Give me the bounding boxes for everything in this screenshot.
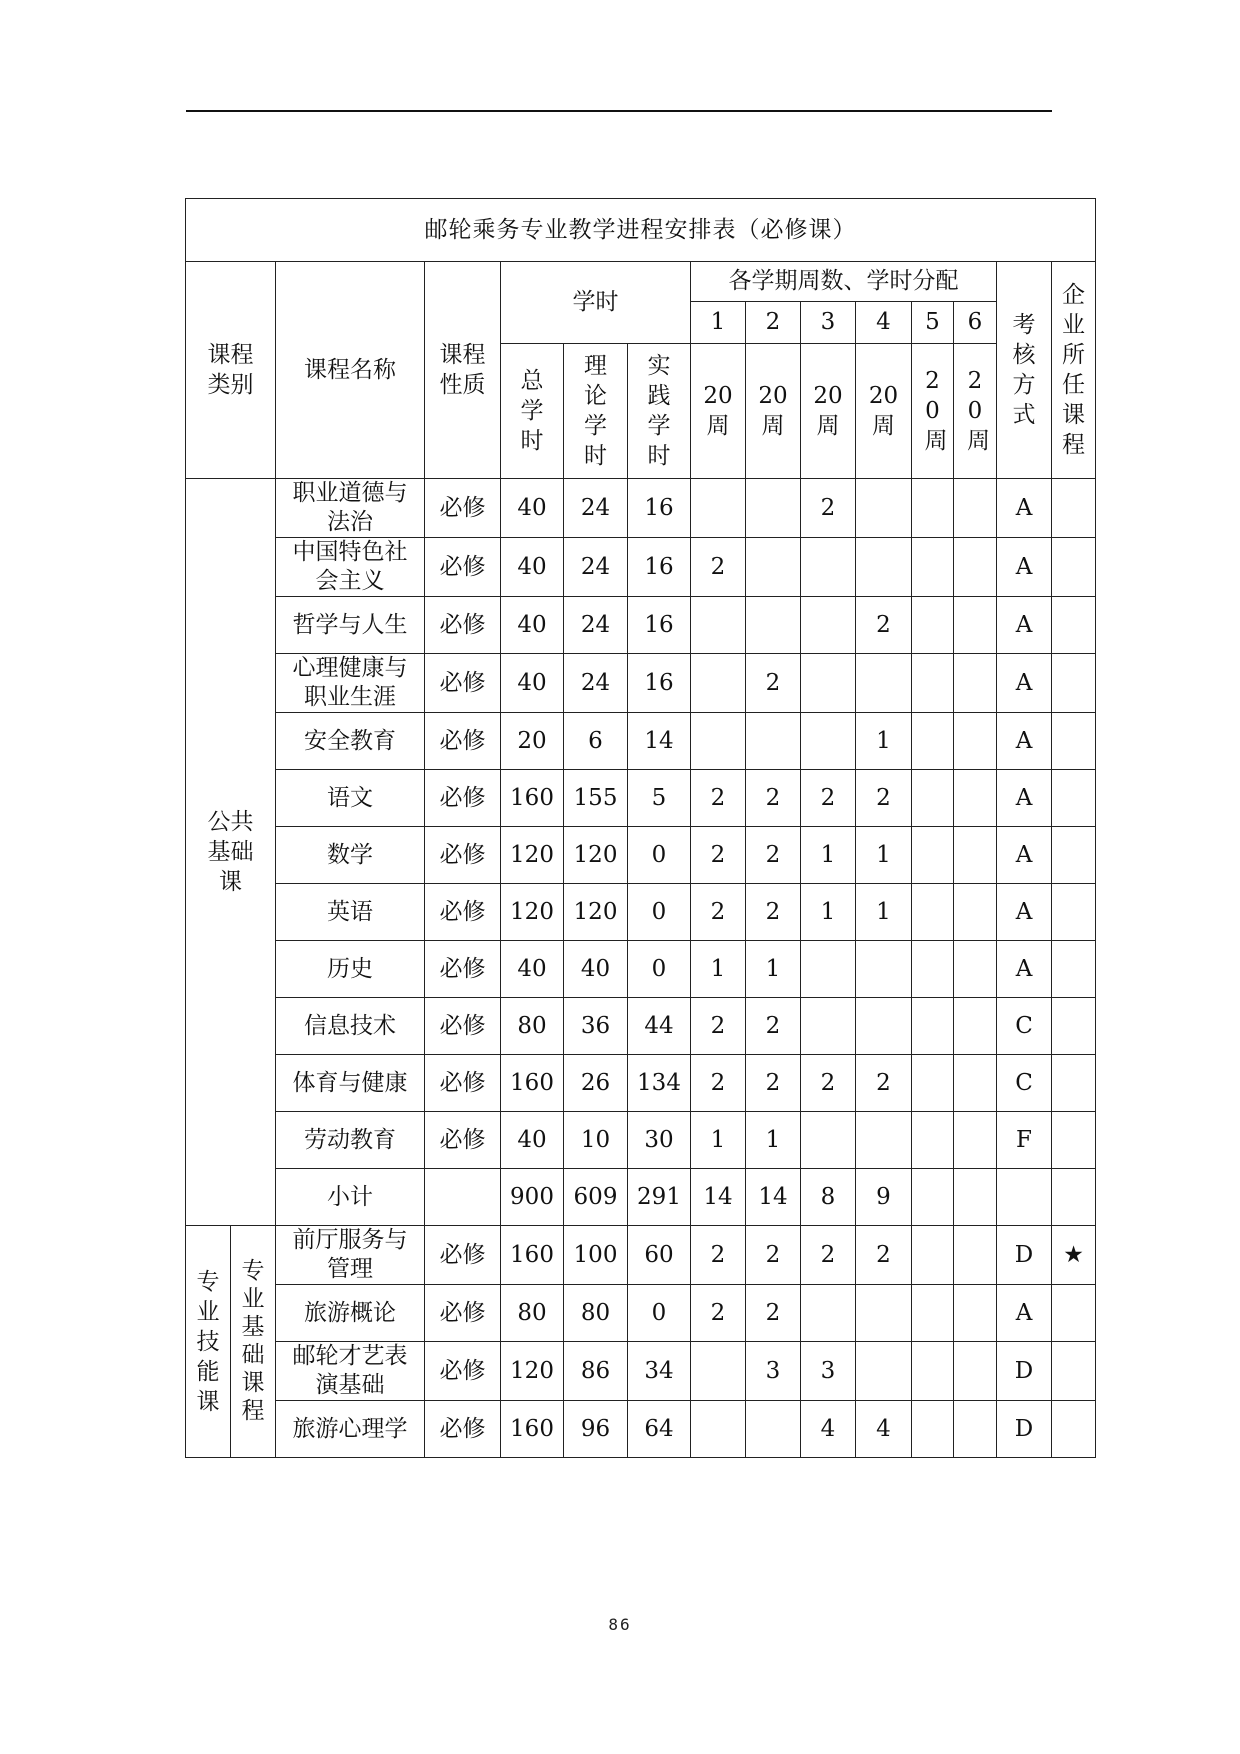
semester-5-hours: [912, 827, 954, 884]
header-semester-1: 1: [691, 302, 746, 344]
semester-4-hours: 2: [856, 1055, 912, 1112]
semester-6-hours: [954, 884, 997, 941]
semester-6-hours: [954, 1285, 997, 1342]
course-name: 旅游心理学: [276, 1401, 425, 1458]
course-name: 安全教育: [276, 713, 425, 770]
header-course-nature: 课程性质: [425, 262, 501, 479]
semester-5-hours: [912, 597, 954, 654]
exam-method: [997, 1169, 1052, 1226]
theory-hours: 6: [564, 713, 628, 770]
semester-5-hours: [912, 1226, 954, 1285]
enterprise-mark: [1052, 998, 1096, 1055]
total-hours: 40: [501, 1112, 564, 1169]
category-public: 公共基础课: [186, 479, 276, 1226]
header-weeks-4: [856, 344, 912, 479]
enterprise-mark: [1052, 1342, 1096, 1401]
semester-6-hours: [954, 941, 997, 998]
course-nature: 必修: [425, 998, 501, 1055]
course-nature: 必修: [425, 479, 501, 538]
header-theory-hours: 理论学时: [564, 344, 628, 479]
theory-hours: 80: [564, 1285, 628, 1342]
semester-3-hours: [801, 654, 856, 713]
course-name: 英语: [276, 884, 425, 941]
exam-method: A: [997, 827, 1052, 884]
exam-method: A: [997, 654, 1052, 713]
total-hours: 160: [501, 1055, 564, 1112]
table-row: [186, 1055, 1096, 1112]
exam-method: C: [997, 998, 1052, 1055]
enterprise-mark: [1052, 884, 1096, 941]
course-nature: 必修: [425, 1055, 501, 1112]
header-semester-6: 6: [954, 302, 997, 344]
exam-method: A: [997, 538, 1052, 597]
header-semester-group: 各学期周数、学时分配: [691, 262, 997, 302]
theory-hours: 40: [564, 941, 628, 998]
semester-1-hours: [691, 1401, 746, 1458]
table-row: [186, 1342, 1096, 1401]
theory-hours: 24: [564, 479, 628, 538]
semester-3-hours: [801, 941, 856, 998]
semester-4-hours: [856, 998, 912, 1055]
theory-hours: 100: [564, 1226, 628, 1285]
exam-method: A: [997, 713, 1052, 770]
semester-5-hours: [912, 770, 954, 827]
practice-hours: 5: [628, 770, 691, 827]
semester-3-hours: [801, 1285, 856, 1342]
semester-3-hours: 4: [801, 1401, 856, 1458]
course-nature: 必修: [425, 941, 501, 998]
course-nature: [425, 1169, 501, 1226]
category-professional-foundation: 专业基础课程: [231, 1226, 276, 1458]
semester-1-hours: 1: [691, 941, 746, 998]
course-name: 职业道德与法治: [276, 479, 425, 538]
header-rule: [186, 110, 1052, 112]
header-category: 课程类别: [186, 262, 276, 479]
semester-6-hours: [954, 1342, 997, 1401]
table-row: [186, 827, 1096, 884]
theory-hours: 36: [564, 998, 628, 1055]
practice-hours: 30: [628, 1112, 691, 1169]
course-nature: 必修: [425, 538, 501, 597]
total-hours: 120: [501, 884, 564, 941]
enterprise-mark: [1052, 941, 1096, 998]
practice-hours: 0: [628, 941, 691, 998]
exam-method: A: [997, 941, 1052, 998]
semester-4-hours: [856, 1285, 912, 1342]
semester-2-hours: [746, 597, 801, 654]
enterprise-mark: [1052, 1401, 1096, 1458]
weeks-label: 20周: [758, 383, 788, 439]
semester-4-hours: 2: [856, 770, 912, 827]
enterprise-mark: [1052, 1169, 1096, 1226]
semester-5-hours: [912, 998, 954, 1055]
exam-method: D: [997, 1342, 1052, 1401]
enterprise-mark: [1052, 770, 1096, 827]
practice-hours: 64: [628, 1401, 691, 1458]
exam-method: A: [997, 1285, 1052, 1342]
course-name: 旅游概论: [276, 1285, 425, 1342]
semester-6-hours: [954, 1169, 997, 1226]
weeks-label: 20周: [868, 383, 899, 439]
table-title: 邮轮乘务专业教学进程安排表（必修课）: [186, 199, 1096, 262]
enterprise-mark: [1052, 597, 1096, 654]
header-practice-hours: 实践学时: [628, 344, 691, 479]
semester-1-hours: 2: [691, 1285, 746, 1342]
enterprise-mark: [1052, 479, 1096, 538]
theory-hours: 26: [564, 1055, 628, 1112]
semester-1-hours: [691, 597, 746, 654]
table-row: [186, 479, 1096, 538]
course-nature: 必修: [425, 770, 501, 827]
table-row: [186, 770, 1096, 827]
schedule-table-container: [185, 198, 1096, 1458]
practice-hours: 0: [628, 1285, 691, 1342]
category-professional: 专业技能课: [186, 1226, 231, 1458]
semester-6-hours: [954, 713, 997, 770]
enterprise-mark: [1052, 827, 1096, 884]
semester-2-hours: 2: [746, 1285, 801, 1342]
exam-method: D: [997, 1401, 1052, 1458]
semester-2-hours: 2: [746, 884, 801, 941]
enterprise-mark: [1052, 1055, 1096, 1112]
total-hours: 40: [501, 597, 564, 654]
semester-3-hours: [801, 597, 856, 654]
total-hours: 160: [501, 1401, 564, 1458]
total-hours: 40: [501, 538, 564, 597]
semester-6-hours: [954, 827, 997, 884]
table-row: [186, 1226, 1096, 1285]
semester-3-hours: 8: [801, 1169, 856, 1226]
semester-2-hours: 2: [746, 998, 801, 1055]
semester-6-hours: [954, 479, 997, 538]
course-name: 哲学与人生: [276, 597, 425, 654]
semester-4-hours: 2: [856, 1226, 912, 1285]
semester-5-hours: [912, 713, 954, 770]
semester-4-hours: 1: [856, 713, 912, 770]
total-hours: 160: [501, 770, 564, 827]
course-nature: 必修: [425, 827, 501, 884]
semester-1-hours: 2: [691, 538, 746, 597]
header-weeks-3: [801, 344, 856, 479]
semester-4-hours: [856, 538, 912, 597]
page-number: 86: [608, 1615, 632, 1634]
table-row: [186, 597, 1096, 654]
semester-5-hours: [912, 1169, 954, 1226]
semester-4-hours: 4: [856, 1401, 912, 1458]
semester-4-hours: [856, 654, 912, 713]
semester-5-hours: [912, 884, 954, 941]
semester-6-hours: [954, 1112, 997, 1169]
semester-4-hours: 9: [856, 1169, 912, 1226]
semester-4-hours: [856, 1342, 912, 1401]
course-name: 语文: [276, 770, 425, 827]
table-row: [186, 713, 1096, 770]
header-course-name: 课程名称: [276, 262, 425, 479]
practice-hours: 16: [628, 654, 691, 713]
theory-hours: 120: [564, 827, 628, 884]
theory-hours: 24: [564, 538, 628, 597]
semester-2-hours: 1: [746, 941, 801, 998]
course-nature: 必修: [425, 713, 501, 770]
enterprise-mark: [1052, 1285, 1096, 1342]
semester-5-hours: [912, 654, 954, 713]
semester-3-hours: [801, 1112, 856, 1169]
course-nature: 必修: [425, 1226, 501, 1285]
header-weeks-2: [746, 344, 801, 479]
theory-hours: 155: [564, 770, 628, 827]
header-hours: 学时: [501, 262, 691, 344]
semester-2-hours: [746, 479, 801, 538]
table-row: [186, 654, 1096, 713]
course-nature: 必修: [425, 1112, 501, 1169]
header-weeks-5: [912, 344, 954, 479]
header-semester-4: 4: [856, 302, 912, 344]
theory-hours: 609: [564, 1169, 628, 1226]
enterprise-mark: [1052, 538, 1096, 597]
practice-hours: 16: [628, 597, 691, 654]
enterprise-mark: [1052, 713, 1096, 770]
enterprise-mark: [1052, 654, 1096, 713]
semester-2-hours: 14: [746, 1169, 801, 1226]
practice-hours: 291: [628, 1169, 691, 1226]
total-hours: 40: [501, 941, 564, 998]
semester-3-hours: 3: [801, 1342, 856, 1401]
semester-2-hours: 2: [746, 1226, 801, 1285]
semester-4-hours: [856, 1112, 912, 1169]
semester-1-hours: 2: [691, 884, 746, 941]
header-semester-3: 3: [801, 302, 856, 344]
exam-method: F: [997, 1112, 1052, 1169]
enterprise-mark: [1052, 1112, 1096, 1169]
semester-6-hours: [954, 998, 997, 1055]
course-name: 数学: [276, 827, 425, 884]
theory-hours: 86: [564, 1342, 628, 1401]
total-hours: 120: [501, 1342, 564, 1401]
semester-1-hours: 2: [691, 1055, 746, 1112]
semester-5-hours: [912, 941, 954, 998]
exam-method: A: [997, 770, 1052, 827]
theory-hours: 24: [564, 597, 628, 654]
practice-hours: 34: [628, 1342, 691, 1401]
exam-method: A: [997, 479, 1052, 538]
weeks-label: 20周: [924, 368, 948, 454]
semester-5-hours: [912, 538, 954, 597]
header-enterprise-course: 企业所任课程: [1052, 262, 1096, 479]
course-nature: 必修: [425, 1401, 501, 1458]
practice-hours: 0: [628, 827, 691, 884]
semester-2-hours: 3: [746, 1342, 801, 1401]
practice-hours: 60: [628, 1226, 691, 1285]
semester-1-hours: [691, 654, 746, 713]
total-hours: 20: [501, 713, 564, 770]
semester-5-hours: [912, 1342, 954, 1401]
weeks-label: 20周: [966, 368, 990, 454]
total-hours: 40: [501, 654, 564, 713]
course-name: 中国特色社会主义: [276, 538, 425, 597]
course-nature: 必修: [425, 1285, 501, 1342]
practice-hours: 14: [628, 713, 691, 770]
semester-3-hours: 2: [801, 770, 856, 827]
semester-1-hours: 2: [691, 827, 746, 884]
semester-3-hours: 1: [801, 827, 856, 884]
total-hours: 80: [501, 998, 564, 1055]
semester-3-hours: [801, 998, 856, 1055]
semester-3-hours: 2: [801, 479, 856, 538]
header-total-hours: 总学时: [501, 344, 564, 479]
semester-5-hours: [912, 1055, 954, 1112]
exam-method: A: [997, 597, 1052, 654]
semester-6-hours: [954, 1055, 997, 1112]
table-row: [186, 1285, 1096, 1342]
table-row: [186, 998, 1096, 1055]
semester-3-hours: 1: [801, 884, 856, 941]
header-semester-2: 2: [746, 302, 801, 344]
total-hours: 160: [501, 1226, 564, 1285]
semester-6-hours: [954, 1401, 997, 1458]
weeks-label: 20周: [813, 383, 843, 439]
course-nature: 必修: [425, 654, 501, 713]
header-semester-5: 5: [912, 302, 954, 344]
semester-1-hours: 14: [691, 1169, 746, 1226]
practice-hours: 44: [628, 998, 691, 1055]
semester-1-hours: [691, 479, 746, 538]
semester-1-hours: 2: [691, 770, 746, 827]
exam-method: C: [997, 1055, 1052, 1112]
semester-5-hours: [912, 479, 954, 538]
semester-6-hours: [954, 654, 997, 713]
enterprise-mark: ★: [1052, 1226, 1096, 1285]
semester-6-hours: [954, 770, 997, 827]
table-row: [186, 941, 1096, 998]
table-row: [186, 1112, 1096, 1169]
exam-method: A: [997, 884, 1052, 941]
total-hours: 80: [501, 1285, 564, 1342]
course-nature: 必修: [425, 1342, 501, 1401]
semester-4-hours: 1: [856, 827, 912, 884]
semester-6-hours: [954, 1226, 997, 1285]
semester-1-hours: [691, 713, 746, 770]
course-nature: 必修: [425, 597, 501, 654]
semester-3-hours: 2: [801, 1055, 856, 1112]
semester-2-hours: 2: [746, 1055, 801, 1112]
practice-hours: 16: [628, 538, 691, 597]
semester-1-hours: 1: [691, 1112, 746, 1169]
weeks-label: 20周: [703, 383, 733, 439]
course-name: 邮轮才艺表演基础: [276, 1342, 425, 1401]
semester-6-hours: [954, 538, 997, 597]
total-hours: 40: [501, 479, 564, 538]
header-weeks-6: [954, 344, 997, 479]
semester-2-hours: 2: [746, 827, 801, 884]
semester-2-hours: 2: [746, 770, 801, 827]
semester-5-hours: [912, 1285, 954, 1342]
semester-2-hours: 1: [746, 1112, 801, 1169]
course-name: 前厅服务与管理: [276, 1226, 425, 1285]
table-row: [186, 538, 1096, 597]
course-name: 小计: [276, 1169, 425, 1226]
course-name: 心理健康与职业生涯: [276, 654, 425, 713]
semester-1-hours: 2: [691, 998, 746, 1055]
semester-3-hours: 2: [801, 1226, 856, 1285]
semester-2-hours: [746, 1401, 801, 1458]
practice-hours: 16: [628, 479, 691, 538]
table-row: [186, 884, 1096, 941]
semester-4-hours: 1: [856, 884, 912, 941]
theory-hours: 24: [564, 654, 628, 713]
semester-4-hours: 2: [856, 597, 912, 654]
semester-2-hours: [746, 713, 801, 770]
semester-3-hours: [801, 713, 856, 770]
course-name: 历史: [276, 941, 425, 998]
semester-3-hours: [801, 538, 856, 597]
course-name: 体育与健康: [276, 1055, 425, 1112]
header-exam-method: 考核方式: [997, 262, 1052, 479]
table-row: [186, 1169, 1096, 1226]
theory-hours: 10: [564, 1112, 628, 1169]
semester-2-hours: 2: [746, 654, 801, 713]
course-name: 劳动教育: [276, 1112, 425, 1169]
course-nature: 必修: [425, 884, 501, 941]
semester-4-hours: [856, 479, 912, 538]
semester-6-hours: [954, 597, 997, 654]
semester-1-hours: 2: [691, 1226, 746, 1285]
table-row: [186, 1401, 1096, 1458]
header-weeks-1: [691, 344, 746, 479]
semester-4-hours: [856, 941, 912, 998]
semester-1-hours: [691, 1342, 746, 1401]
exam-method: D: [997, 1226, 1052, 1285]
practice-hours: 0: [628, 884, 691, 941]
theory-hours: 120: [564, 884, 628, 941]
practice-hours: 134: [628, 1055, 691, 1112]
semester-5-hours: [912, 1401, 954, 1458]
semester-5-hours: [912, 1112, 954, 1169]
theory-hours: 96: [564, 1401, 628, 1458]
course-name: 信息技术: [276, 998, 425, 1055]
schedule-table: [185, 198, 1096, 1458]
total-hours: 120: [501, 827, 564, 884]
semester-2-hours: [746, 538, 801, 597]
total-hours: 900: [501, 1169, 564, 1226]
